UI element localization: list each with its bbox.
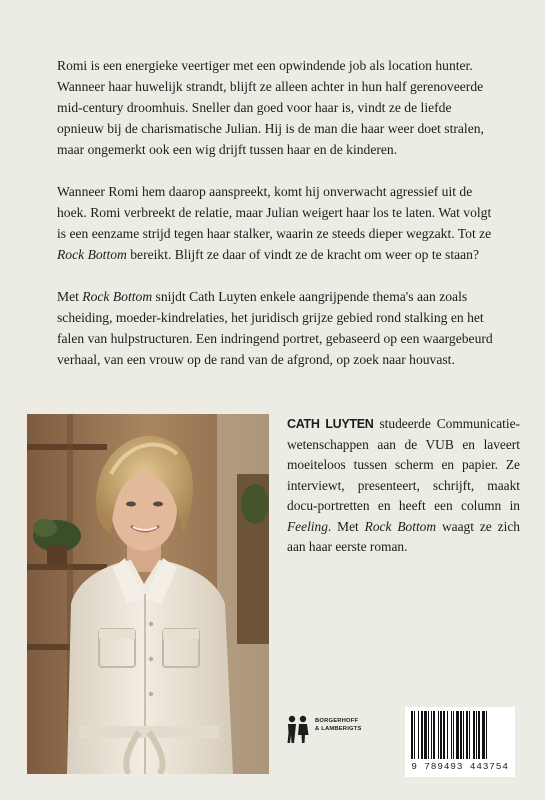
barcode-bar: [476, 711, 477, 759]
barcode-bar: [456, 711, 459, 759]
book-title-italic: Rock Bottom: [57, 247, 127, 262]
barcode-bar: [438, 711, 439, 759]
isbn-barcode: [405, 707, 515, 777]
barcode-bar: [478, 711, 480, 759]
bio-text: waagt ze zich aan haar eerste roman.: [287, 518, 520, 554]
barcode-bar: [418, 711, 419, 759]
book-title-italic: Rock Bottom: [82, 289, 153, 304]
publisher-name: [315, 717, 362, 733]
blurb-text: Romi is een energieke veertiger met een opwindende job als location hunter. Wanneer haar huwelijk strandt, blijft ze alleen achter in hun half gerenoveerde mid-century droomhuis. Sneller dan goed voor haar is, vindt ze de liefde opnieuw bij de charismatische Julian. Hij is de man die haar weer doet stralen, maar ongemerkt ook een wig drijft tussen haar en de kinderen.: [57, 58, 484, 157]
publisher-figures-icon: [285, 714, 311, 744]
author-name: CATH LUYTEN: [287, 417, 374, 431]
barcode-bar: [473, 711, 475, 759]
publisher-name-line-1: BORGERHOFF: [315, 718, 359, 724]
blurb-text: snijdt Cath Luyten enkele aangrijpende thema's aan zoals scheiding, moeder-kindrelaties, het juridisch grijze gebied rond stalking en het falen van hulpstructuren. Een indringend portret, gebaseerd op een waargebeurd verhaal, van een vrouw op de rand van de afgrond, op zoek naar houvast.: [57, 289, 493, 367]
barcode-bar: [411, 711, 413, 759]
barcode-bar: [428, 711, 429, 759]
bio-text: studeerde Communicatie-wetenschappen aan de VUB en laveert moeiteloos tussen scherm en papier. Ze interviewt, presenteert, schrijft, maakt docu-portretten en heeft een column in: [287, 416, 520, 513]
isbn-number: 9 789493 443754: [411, 761, 509, 772]
author-photo: [27, 414, 269, 774]
barcode-bar: [447, 711, 448, 759]
barcode-bar: [469, 711, 470, 759]
author-bio: [287, 414, 520, 558]
barcode-bar: [451, 711, 452, 759]
barcode-bar: [424, 711, 427, 759]
bio-text: . Met: [327, 518, 365, 534]
barcode-bar: [463, 711, 464, 759]
blurb-paragraph-1: [57, 55, 497, 160]
blurb-text: bereikt. Blijft ze daar of vindt ze de kracht om weer op te staan?: [126, 247, 480, 262]
book-title-italic: Rock Bottom: [364, 518, 437, 534]
barcode-bar: [433, 711, 435, 759]
blurb-text: Wanneer Romi hem daarop aanspreekt, komt hij onverwacht agressief uit de hoek. Romi verbreekt de relatie, maar Julian weigert haar los te laten. Wat volgt is een eenzame strijd tegen haar stalker, waarin ze steeds dieper wegzakt. Tot ze: [57, 184, 492, 241]
publisher-logo: [285, 712, 375, 752]
author-portrait-illustration: [27, 414, 269, 774]
barcode-bar: [414, 711, 415, 759]
barcode-bar: [482, 711, 485, 759]
blurb-paragraph-2: [57, 181, 497, 265]
barcode-bar: [466, 711, 468, 759]
barcode-bar: [486, 711, 487, 759]
barcode-bar: [460, 711, 462, 759]
blurb-paragraph-3: [57, 286, 497, 370]
barcode-bar: [443, 711, 445, 759]
blurb-text: Met: [57, 289, 83, 304]
barcode-bar: [431, 711, 432, 759]
publisher-name-line-2: & LAMBERIGTS: [315, 726, 362, 732]
barcode-bars: [411, 711, 509, 761]
barcode-bar: [421, 711, 423, 759]
magazine-name-italic: Feeling: [287, 518, 328, 534]
barcode-bar: [440, 711, 442, 759]
barcode-bar: [453, 711, 454, 759]
back-cover-blurb: [57, 55, 497, 391]
